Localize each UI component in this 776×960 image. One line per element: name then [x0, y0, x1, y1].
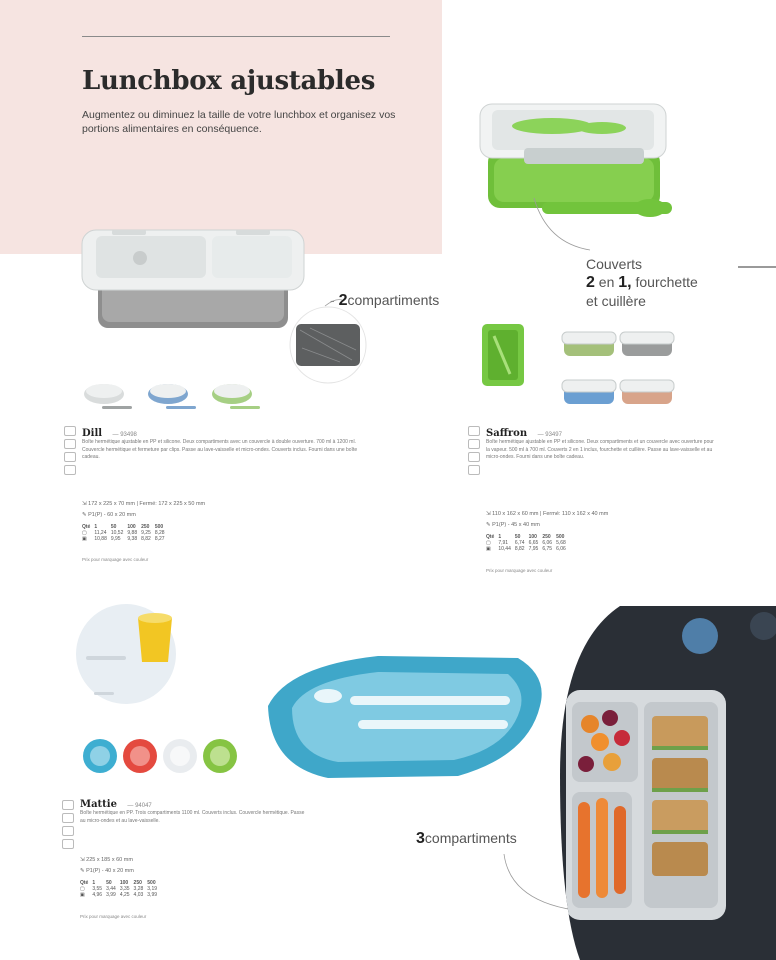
saffron-dimensions: ⇲ 110 x 162 x 60 mm | Fermé: 110 x 162 x 40 mm — [486, 511, 609, 517]
saffron-description: Boîte hermétique ajustable en PP et silicone. Deux compartiments et un couvercle avec ouverture pour la vapeur. 500 ml à 700 ml. Couverts 2 en 1 inclus, fourchette et cuillère. Passe au lave-vaisselle et au micro-ondes. Fourni dans une boîte cadeau. — [486, 439, 714, 460]
page-title: Lunchbox ajustables — [82, 66, 376, 96]
dill-description: Boîte hermétique ajustable en PP et silicone. Deux compartiments avec un couvercle à double ouverture. 700 ml à 1200 ml. Couvercle hermétique et fermeture par clips. Passe au lave-vaisselle et micro-ondes. Couverts inclus. Fourni dans une boîte cadeau. — [82, 439, 358, 460]
dill-print-area: ✎ P1(P) - 60 x 20 mm — [82, 512, 136, 518]
dill-variants-image — [82, 372, 262, 418]
saffron-variants-image — [556, 326, 686, 414]
mattie-code: — 94047 — [127, 803, 152, 809]
dill-name: Dill — [82, 428, 103, 439]
page-edge-marker — [738, 266, 776, 268]
mattie-feature-icons — [62, 800, 74, 852]
saffron-lunchbox-image — [472, 78, 692, 268]
dill-dimensions: ⇲ 172 x 225 x 70 mm | Fermé: 172 x 225 x 50 mm — [82, 501, 206, 507]
saffron-code: — 93497 — [537, 432, 562, 438]
three-compartments-callout: 3compartiments — [416, 830, 517, 847]
mattie-dimensions: ⇲ 225 x 185 x 60 mm — [80, 857, 133, 863]
mattie-print-area: ✎ P1(P) - 40 x 20 mm — [80, 868, 134, 874]
cutlery-callout: Couverts 2 en 1, fourchette et cuillère — [586, 256, 698, 309]
dill-lunchbox-image — [70, 200, 315, 340]
saffron-cutlery-detail — [480, 322, 526, 388]
saffron-feature-icons — [468, 426, 480, 478]
mattie-description: Boîte hermétique en PP. Trois compartiments 1100 ml. Couverts inclus. Couvercle hermétique. Passe au micro-ondes et au lave-vaisselle. — [80, 810, 305, 824]
header-rule — [82, 36, 390, 37]
collapsible-cup-image — [76, 604, 196, 704]
dill-feature-icons — [64, 426, 76, 478]
mattie-price-note: Prix pour marquage avec couleur — [80, 914, 147, 919]
mattie-variants-image — [80, 734, 250, 780]
mattie-name: Mattie — [80, 799, 117, 810]
page-subtitle: Augmentez ou diminuez la taille de votre lunchbox et organisez vos portions alimentaires en conséquence. — [82, 109, 396, 135]
saffron-price-note: Prix pour marquage avec couleur — [486, 568, 553, 573]
saffron-name: Saffron — [486, 428, 528, 439]
dill-code: — 93498 — [112, 432, 137, 438]
mattie-lunchbox-image — [258, 636, 554, 796]
saffron-print-area: ✎ P1(P) - 45 x 40 mm — [486, 522, 540, 528]
dill-price-note: Prix pour marquage avec couleur — [82, 557, 149, 562]
two-compartments-callout: - 2compartiments — [330, 292, 440, 309]
lifestyle-food-photo — [560, 606, 776, 960]
saffron-price-table: Qté 1 50 100 250 500 ▢ 7,91 6,74 6,65 6,06 5,68 ▣ 10,44 8,82 7,95 6,75 6,06 — [486, 534, 566, 552]
dill-price-table: Qté 1 50 100 250 500 ▢ 11,24 10,52 9,88 9,25 8,28 ▣ 10,88 9,95 9,38 8,82 8,27 — [82, 524, 165, 542]
mattie-price-table: Qté 1 50 100 250 500 ▢ 3,55 3,44 3,35 3,28 3,19 ▣ 4,96 3,99 4,25 4,03 3,99 — [80, 880, 158, 898]
